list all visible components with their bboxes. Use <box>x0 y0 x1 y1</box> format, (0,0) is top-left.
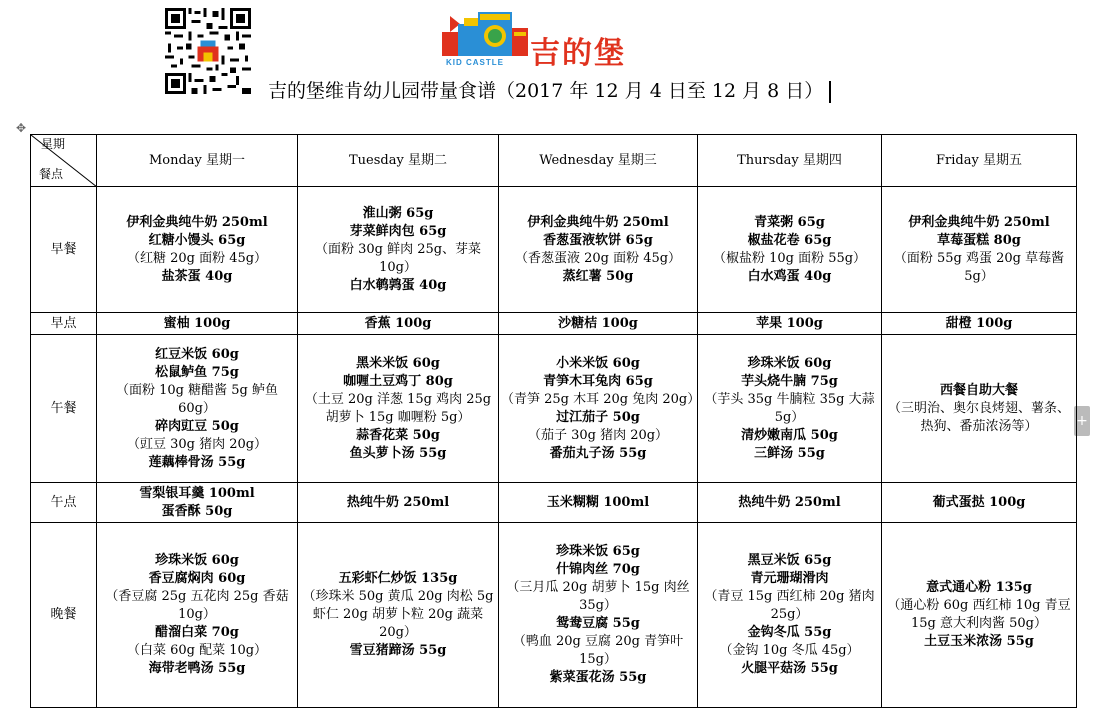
dish-ingredients: （青豆 15g 西红柿 20g 猪肉 25g） <box>704 589 875 622</box>
dish-name: 伊利金典纯牛奶 250ml <box>527 214 669 230</box>
dish-name: 热纯牛奶 250ml <box>346 494 450 510</box>
menu-cell <box>499 335 701 483</box>
menu-cell <box>698 313 882 335</box>
dish-name: 青元珊瑚滑肉 <box>750 571 829 586</box>
dish-name: 苹果 100g <box>756 315 823 331</box>
dish-ingredients: （面粉 55g 鸡蛋 20g 草莓酱 5g） <box>893 250 1065 284</box>
dish-name: 番茄丸子汤 55g <box>549 445 647 461</box>
dish-ingredients: （面粉 10g 糖醋酱 5g 鲈鱼 60g） <box>116 382 278 416</box>
dish-name: 清炒嫩南瓜 50g <box>741 427 838 443</box>
page-title: 吉的堡维肯幼儿园带量食谱（2017 年 12 月 4 日至 12 月 8 日） <box>268 76 831 103</box>
dish-ingredients: （茄子 30g 猪肉 20g） <box>527 427 669 443</box>
dish-name: 紫菜蛋花汤 55g <box>549 670 647 685</box>
dish-name: 松鼠鲈鱼 75g <box>155 364 239 380</box>
menu-cell <box>882 523 1077 708</box>
dish-name: 五彩虾仁炒饭 135g <box>338 571 458 586</box>
dish-name: 青笋木耳兔肉 65g <box>543 373 653 389</box>
dish-ingredients: （三明治、奥尔良烤翅、薯条、热狗、番茄浓汤等） <box>887 400 1070 434</box>
menu-cell <box>298 313 499 335</box>
dish-name: 珍珠米饭 60g <box>747 355 832 371</box>
dish-name: 盐茶蛋 40g <box>161 268 233 284</box>
dish-name: 黑米米饭 60g <box>356 355 440 371</box>
dish-name: 珍珠米饭 65g <box>556 544 640 559</box>
dish-ingredients: （珍珠米 50g 黄瓜 20g 肉松 5g 虾仁 20g 胡萝卜粒 20g 蔬菜 20g） <box>302 589 494 640</box>
dish-name: 沙糖桔 100g <box>558 315 638 331</box>
dish-ingredients: （青笋 25g 木耳 20g 兔肉 20g） <box>501 391 701 407</box>
dish-name: 碎肉豇豆 50g <box>155 418 239 434</box>
menu-cell <box>499 187 698 313</box>
dish-ingredients: （豇豆 30g 猪肉 20g） <box>126 436 268 452</box>
menu-cell <box>499 483 698 523</box>
dish-name: 什锦肉丝 70g <box>556 562 640 577</box>
dish-name: 红豆米饭 60g <box>155 346 239 362</box>
dish-name: 雪梨银耳羹 100ml <box>139 485 255 501</box>
dish-ingredients: （通心粉 60g 西红柿 10g 青豆 15g 意大利肉酱 50g） <box>887 598 1071 631</box>
menu-cell <box>97 483 298 523</box>
dish-name: 蒜香花菜 50g <box>356 427 440 443</box>
dish-name: 热纯牛奶 250ml <box>738 494 841 510</box>
menu-cell <box>97 523 298 708</box>
menu-cell <box>97 313 298 335</box>
dish-name: 西餐自助大餐 <box>939 382 1018 398</box>
menu-cell <box>882 313 1077 335</box>
dish-ingredients: （面粉 30g 鲜肉 25g、芽菜 10g） <box>314 241 482 275</box>
meal-label: 早点 <box>31 313 97 335</box>
meal-row <box>31 187 1077 313</box>
dish-name: 红糖小馒头 65g <box>148 232 246 248</box>
dish-ingredients: （香葱蛋液 20g 面粉 45g） <box>514 250 682 266</box>
menu-table <box>30 134 1077 708</box>
dish-name: 椒盐花卷 65g <box>747 232 832 248</box>
qr-code <box>165 8 251 94</box>
dish-ingredients: （鸭血 20g 豆腐 20g 青笋叶 15g） <box>512 634 684 667</box>
dish-ingredients: （红糖 20g 面粉 45g） <box>126 250 268 266</box>
day-header: Friday 星期五 <box>882 135 1077 187</box>
dish-name: 草莓蛋糕 80g <box>937 232 1021 248</box>
day-header: Monday 星期一 <box>97 135 298 187</box>
dish-name: 香葱蛋液软饼 65g <box>543 232 653 248</box>
dish-name: 玉米糊糊 100ml <box>546 494 650 510</box>
dish-name: 白水鹌鹑蛋 40g <box>349 277 447 293</box>
dish-name: 蜜柚 100g <box>163 315 231 331</box>
dish-name: 金钩冬瓜 55g <box>747 625 832 640</box>
add-column-handle-icon[interactable]: + <box>1074 406 1090 436</box>
dish-name: 葡式蛋挞 100g <box>932 494 1026 510</box>
dish-name: 小米米饭 60g <box>556 355 640 371</box>
dish-name: 甜橙 100g <box>945 315 1013 331</box>
menu-cell <box>298 187 499 313</box>
meal-row <box>31 483 1077 523</box>
dish-name: 鱼头萝卜汤 55g <box>349 445 447 461</box>
menu-cell <box>698 523 882 708</box>
menu-cell <box>882 187 1077 313</box>
day-header: Tuesday 星期二 <box>298 135 499 187</box>
dish-name: 土豆玉米浓汤 55g <box>924 634 1034 649</box>
meal-label: 午点 <box>31 483 97 523</box>
corner-header-cell <box>31 135 97 187</box>
dish-name: 伊利金典纯牛奶 250ml <box>126 214 268 230</box>
dish-name: 芽菜鲜肉包 65g <box>349 223 447 239</box>
corner-top-label: 星期 <box>41 137 66 151</box>
meal-row <box>31 335 1077 483</box>
dish-name: 香蕉 100g <box>364 315 432 331</box>
day-header: Wednesday 星期三 <box>499 135 698 187</box>
menu-cell <box>698 187 882 313</box>
dish-name: 香豆腐焖肉 60g <box>148 571 246 586</box>
dish-name: 莲藕棒骨汤 55g <box>148 454 246 470</box>
menu-cell <box>698 335 882 483</box>
text-cursor <box>829 81 831 103</box>
table-move-handle-icon[interactable]: ✥ <box>16 121 27 135</box>
dish-name: 海带老鸭汤 55g <box>148 661 246 676</box>
logo-subtitle: KID CASTLE <box>446 58 504 67</box>
dish-name: 芋头烧牛腩 75g <box>741 373 838 389</box>
menu-cell <box>298 523 499 708</box>
header-row <box>31 135 1077 187</box>
dish-name: 蒸红薯 50g <box>562 268 634 284</box>
dish-name: 青菜粥 65g <box>754 214 825 230</box>
dish-name: 淮山粥 65g <box>362 205 434 221</box>
logo-text: 吉的堡 <box>530 36 626 71</box>
meal-row <box>31 523 1077 708</box>
dish-ingredients: （金钩 10g 冬瓜 45g） <box>719 643 860 658</box>
menu-cell <box>698 483 882 523</box>
dish-name: 醋溜白菜 70g <box>155 625 239 640</box>
dish-ingredients: （土豆 20g 洋葱 15g 鸡肉 25g 胡萝卜 15g 咖喱粉 5g） <box>304 391 492 425</box>
dish-name: 意式通心粉 135g <box>926 580 1032 595</box>
dish-name: 火腿平菇汤 55g <box>741 661 838 676</box>
dish-name: 咖喱土豆鸡丁 80g <box>343 373 453 389</box>
meal-label: 早餐 <box>31 187 97 313</box>
dish-ingredients: （芋头 35g 牛腩粒 35g 大蒜 5g） <box>704 391 875 425</box>
dish-name: 珍珠米饭 60g <box>155 553 239 568</box>
meal-label: 晚餐 <box>31 523 97 708</box>
dish-ingredients: （香豆腐 25g 五花肉 25g 香菇 10g） <box>105 589 289 622</box>
dish-name: 黑豆米饭 65g <box>747 553 832 568</box>
menu-cell <box>499 523 698 708</box>
dish-ingredients: （白菜 60g 配菜 10g） <box>126 643 268 658</box>
dish-ingredients: （三月瓜 20g 胡萝卜 15g 肉丝 35g） <box>506 580 690 613</box>
dish-ingredients: （椒盐粉 10g 面粉 55g） <box>712 250 867 266</box>
meal-row <box>31 313 1077 335</box>
menu-cell <box>298 483 499 523</box>
menu-cell <box>499 313 698 335</box>
menu-cell <box>298 335 499 483</box>
dish-name: 蛋香酥 50g <box>161 503 233 519</box>
dish-name: 过江茄子 50g <box>556 409 640 425</box>
menu-cell <box>97 187 298 313</box>
menu-cell <box>97 335 298 483</box>
menu-cell <box>882 335 1077 483</box>
meal-label: 午餐 <box>31 335 97 483</box>
dish-name: 鸳鸯豆腐 55g <box>556 616 640 631</box>
dish-name: 伊利金典纯牛奶 250ml <box>908 214 1050 230</box>
dish-name: 白水鸡蛋 40g <box>747 268 832 284</box>
menu-cell <box>882 483 1077 523</box>
corner-bottom-label: 餐点 <box>39 167 64 181</box>
dish-name: 雪豆猪蹄汤 55g <box>349 643 447 658</box>
day-header: Thursday 星期四 <box>698 135 882 187</box>
dish-name: 三鲜汤 55g <box>754 445 825 461</box>
